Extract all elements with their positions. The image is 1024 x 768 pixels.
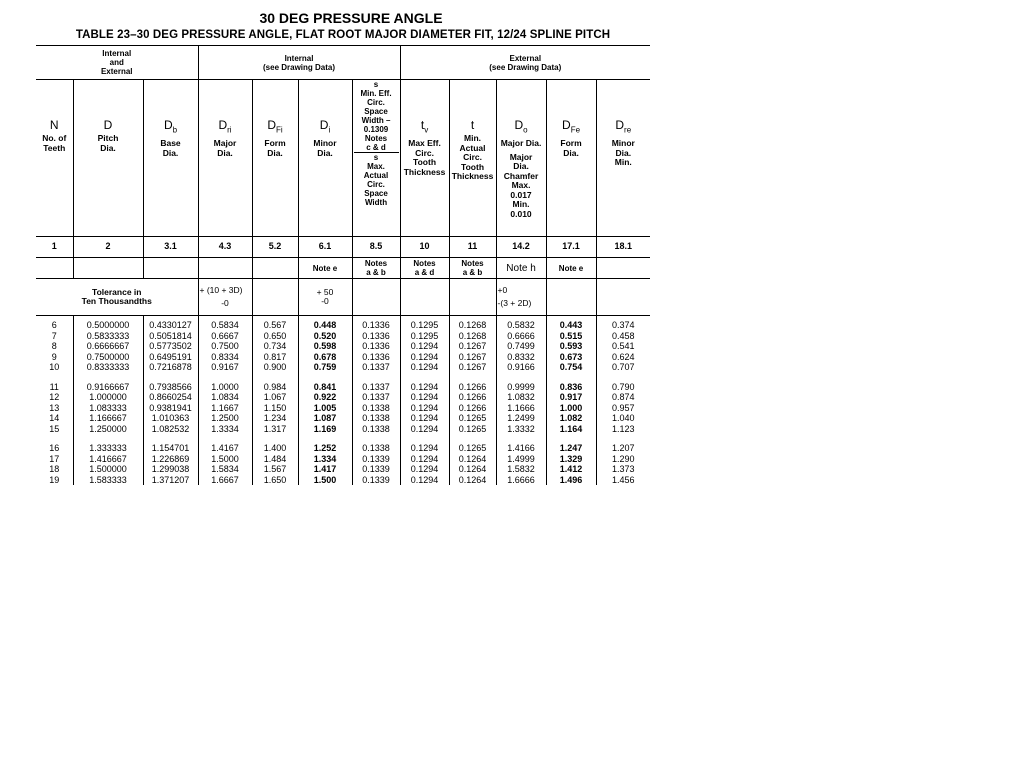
tolerance-cell	[252, 279, 298, 316]
table-cell: 6	[36, 316, 73, 331]
table-cell: 0.374	[596, 316, 650, 331]
table-cell: 0.6666667	[73, 341, 143, 352]
table-cell: 1.154701	[143, 434, 198, 454]
table-cell: 0.1339	[352, 464, 400, 475]
tolerance-cell	[596, 279, 650, 316]
table-cell: 1.234	[252, 413, 298, 424]
table-cell: 0.9381941	[143, 403, 198, 414]
table-cell: 0.650	[252, 331, 298, 342]
table-cell: 15	[49, 423, 60, 434]
table-cell: 0.1267	[449, 362, 496, 373]
table-cell: 10	[49, 362, 60, 372]
table-cell: 0.1337	[352, 362, 400, 373]
table-cell: 0.1265	[449, 413, 496, 424]
table-cell: 1.4167	[198, 434, 252, 454]
header-internal-major-dia: $D_{ri}$ Major Dia.	[198, 80, 252, 237]
table-cell: 1.005	[298, 403, 352, 414]
table-row	[36, 331, 650, 342]
table-cell: 1.500000	[73, 464, 143, 475]
header-space-width: s Min. Eff. Circ. Space Width – 0.1309 Notes c & d s Max. Actual Circ. Space Width	[352, 80, 400, 237]
spline-table	[36, 45, 650, 485]
table-cell: 0.1264	[449, 475, 496, 486]
table-row	[36, 413, 650, 424]
note-space-width: Notes a & b	[352, 258, 400, 279]
note-cell	[36, 258, 73, 279]
col-index: 6.1	[298, 237, 352, 258]
table-cell: 1.226869	[143, 454, 198, 465]
table-row	[36, 464, 650, 475]
table-cell: 0.6495191	[143, 352, 198, 363]
table-cell: 0.7499	[496, 341, 546, 352]
col-index: 3.1	[143, 237, 198, 258]
document-page	[36, 10, 650, 510]
table-cell: 0.598	[298, 341, 352, 352]
table-row	[36, 362, 650, 373]
table-cell: 1.417	[298, 464, 352, 475]
table-body	[36, 316, 650, 486]
note-min-actual-thickness: Notes a & b	[449, 258, 496, 279]
table-cell: 0.541	[596, 341, 650, 352]
table-cell: 1.416667	[73, 454, 143, 465]
header-external-major-dia: $D_o$ Major Dia. Major Dia. Chamfer Max. 0.017 Min. 0.010	[496, 80, 546, 237]
table-cell: 0.1294	[400, 403, 449, 414]
col-index: 5.2	[252, 237, 298, 258]
table-cell: 0.1265	[449, 424, 496, 435]
table-cell: 1.169	[298, 424, 352, 435]
header-external-minor-dia: $D_{re}$ Minor Dia. Min.	[596, 80, 650, 237]
table-cell: 0.678	[298, 352, 352, 363]
table-cell: 1.373	[596, 464, 650, 475]
table-cell: 0.1336	[352, 341, 400, 352]
col-index: 8.5	[352, 237, 400, 258]
table-row	[36, 403, 650, 414]
table-cell: 1.2500	[198, 413, 252, 424]
table-cell: 19	[49, 474, 60, 485]
column-header-row	[36, 80, 650, 237]
table-cell: 0.707	[596, 362, 650, 373]
table-cell: 1.0834	[198, 392, 252, 403]
table-cell: 1.334	[298, 454, 352, 465]
table-cell: 1.496	[546, 475, 596, 486]
table-cell: 0.1294	[400, 464, 449, 475]
table-cell: 1.082532	[143, 424, 198, 435]
table-cell: 0.957	[596, 403, 650, 414]
note-major-dia: Note h	[496, 258, 546, 279]
header-external-form-dia: $D_{Fe}$ Form Dia.	[546, 80, 596, 237]
table-cell: 1.6667	[198, 475, 252, 486]
note-cell	[596, 258, 650, 279]
table-cell: 1.4999	[496, 454, 546, 465]
table-cell: 11	[49, 381, 59, 392]
table-cell: 1.6666	[496, 475, 546, 486]
table-cell: 1.4166	[496, 434, 546, 454]
table-cell: 1.1666	[496, 403, 546, 414]
table-cell: 0.836	[546, 373, 596, 393]
table-cell: 0.673	[546, 352, 596, 363]
note-max-eff-thickness: Notes a & d	[400, 258, 449, 279]
table-cell: 0.1294	[400, 392, 449, 403]
table-cell: 1.5832	[496, 464, 546, 475]
table-cell: 13	[49, 402, 60, 413]
table-cell: 0.1266	[449, 403, 496, 414]
table-cell: 0.5832	[496, 316, 546, 331]
table-cell: 1.3332	[496, 424, 546, 435]
note-form-dia: Note e	[546, 258, 596, 279]
table-cell: 1.2499	[496, 413, 546, 424]
table-cell: 0.567	[252, 316, 298, 331]
table-cell: 0.1336	[352, 331, 400, 342]
table-cell: 0.7500	[198, 341, 252, 352]
table-cell: 0.1294	[400, 352, 449, 363]
table-cell: 0.1294	[400, 362, 449, 373]
table-cell: 17	[49, 453, 60, 464]
table-cell: 0.1338	[352, 403, 400, 414]
table-cell: 0.1294	[400, 341, 449, 352]
col-index: 10	[400, 237, 449, 258]
table-row	[36, 454, 650, 465]
table-row	[36, 352, 650, 363]
header-internal-minor-dia: $D_i$ Minor Dia.	[298, 80, 352, 237]
table-cell: 1.583333	[73, 475, 143, 486]
group-internal-and-external: Internal and External	[36, 46, 198, 80]
table-cell: 1.500	[298, 475, 352, 486]
table-cell: 0.9167	[198, 362, 252, 373]
group-header-row	[36, 46, 650, 80]
col-index: 14.2	[496, 237, 546, 258]
table-cell: 0.817	[252, 352, 298, 363]
table-cell: 1.412	[546, 464, 596, 475]
table-cell: 0.1266	[449, 373, 496, 393]
notes-row	[36, 258, 650, 279]
table-cell: 1.484	[252, 454, 298, 465]
note-cell	[252, 258, 298, 279]
table-cell: 1.123	[596, 424, 650, 435]
table-cell: 0.841	[298, 373, 352, 393]
table-cell: 0.5834	[198, 316, 252, 331]
col-index: 4.3	[198, 237, 252, 258]
col-index: 18.1	[596, 237, 650, 258]
table-cell: 0.8334	[198, 352, 252, 363]
table-cell: 1.250000	[73, 424, 143, 435]
table-cell: 1.000000	[73, 392, 143, 403]
table-cell: 0.5051814	[143, 331, 198, 342]
table-row	[36, 434, 650, 454]
table-cell: 1.317	[252, 424, 298, 435]
table-row	[36, 373, 650, 393]
tolerance-ext-major-dia: +0 -(3 + 2D)	[496, 279, 546, 316]
header-n: N No. of Teeth	[36, 80, 73, 237]
table-cell: 1.067	[252, 392, 298, 403]
table-cell: 0.7938566	[143, 373, 198, 393]
note-cell	[198, 258, 252, 279]
table-cell: 0.1294	[400, 413, 449, 424]
table-cell: 0.520	[298, 331, 352, 342]
table-cell: 0.1268	[449, 316, 496, 331]
table-cell: 0.5773502	[143, 341, 198, 352]
table-cell: 0.443	[546, 316, 596, 331]
table-cell: 1.650	[252, 475, 298, 486]
table-cell: 0.1267	[449, 352, 496, 363]
table-caption: TABLE 23–30 DEG PRESSURE ANGLE, FLAT ROOT MAJOR DIAMETER FIT, 12/24 SPLINE PITCH	[75, 29, 611, 41]
tolerance-label: Tolerance in Ten Thousandths	[36, 279, 198, 316]
table-cell: 0.900	[252, 362, 298, 373]
page-title: 30 DEG PRESSURE ANGLE	[259, 10, 443, 26]
table-cell: 0.754	[546, 362, 596, 373]
table-cell: 1.150	[252, 403, 298, 414]
table-cell: 0.6667	[198, 331, 252, 342]
table-cell: 8	[51, 341, 57, 351]
table-row	[36, 341, 650, 352]
table-cell: 1.207	[596, 434, 650, 454]
header-max-eff-tooth-thickness: $t_v$ Max Eff. Circ. Tooth Thickness	[400, 80, 449, 237]
table-cell: 9	[51, 351, 57, 362]
table-row	[36, 475, 650, 486]
header-internal-form-dia: $D_{Fi}$ Form Dia.	[252, 80, 298, 237]
table-cell: 0.515	[546, 331, 596, 342]
table-cell: 1.1667	[198, 403, 252, 414]
table-cell: 1.400	[252, 434, 298, 454]
table-cell: 0.1337	[352, 373, 400, 393]
table-cell: 1.0832	[496, 392, 546, 403]
table-cell: 1.371207	[143, 475, 198, 486]
tolerance-cell	[449, 279, 496, 316]
table-cell: 0.8660254	[143, 392, 198, 403]
table-cell: 1.3334	[198, 424, 252, 435]
table-cell: 1.247	[546, 434, 596, 454]
table-cell: 1.5834	[198, 464, 252, 475]
table-cell: 0.1294	[400, 475, 449, 486]
table-cell: 0.5833333	[73, 331, 143, 342]
table-cell: 18	[49, 464, 60, 474]
table-cell: 0.1294	[400, 373, 449, 393]
table-row	[36, 392, 650, 403]
table-cell: 0.1294	[400, 424, 449, 435]
table-cell: 0.1336	[352, 352, 400, 363]
table-cell: 0.1268	[449, 331, 496, 342]
table-cell: 12	[49, 392, 60, 402]
header-base-dia: $D_b$ Base Dia.	[143, 80, 198, 237]
table-cell: 0.9166	[496, 362, 546, 373]
table-cell: 0.874	[596, 392, 650, 403]
table-cell: 0.917	[546, 392, 596, 403]
table-cell: 1.000	[546, 403, 596, 414]
table-cell: 1.329	[546, 454, 596, 465]
table-cell: 1.0000	[198, 373, 252, 393]
group-internal: Internal (see Drawing Data)	[198, 46, 400, 80]
table-cell: 14	[49, 413, 60, 423]
table-cell: 0.734	[252, 341, 298, 352]
table-cell: 0.1337	[352, 392, 400, 403]
table-cell: 0.9166667	[73, 373, 143, 393]
tolerance-cell	[400, 279, 449, 316]
note-cell	[143, 258, 198, 279]
table-cell: 1.082	[546, 413, 596, 424]
table-row	[36, 316, 650, 331]
table-row	[36, 424, 650, 435]
table-cell: 1.299038	[143, 464, 198, 475]
table-cell: 1.567	[252, 464, 298, 475]
table-cell: 0.458	[596, 331, 650, 342]
tolerance-minor-dia: + 50 -0	[298, 279, 352, 316]
table-cell: 0.7500000	[73, 352, 143, 363]
table-cell: 0.448	[298, 316, 352, 331]
table-cell: 0.759	[298, 362, 352, 373]
table-cell: 0.984	[252, 373, 298, 393]
table-cell: 0.790	[596, 373, 650, 393]
table-cell: 0.624	[596, 352, 650, 363]
table-cell: 0.1295	[400, 316, 449, 331]
table-cell: 0.1338	[352, 413, 400, 424]
table-cell: 1.083333	[73, 403, 143, 414]
table-cell: 0.1265	[449, 434, 496, 454]
table-cell: 7	[51, 330, 57, 341]
tolerance-major-dia: + (10 + 3D) -0	[198, 279, 252, 316]
table-cell: 0.7216878	[143, 362, 198, 373]
table-cell: 1.456	[596, 475, 650, 486]
header-min-actual-tooth-thickness: t Min. Actual Circ. Tooth Thickness	[449, 80, 496, 237]
table-cell: 0.1264	[449, 454, 496, 465]
table-cell: 0.9999	[496, 373, 546, 393]
table-cell: 0.1338	[352, 434, 400, 454]
table-cell: 0.1266	[449, 392, 496, 403]
table-cell: 1.087	[298, 413, 352, 424]
table-cell: 1.333333	[73, 434, 143, 454]
column-index-row	[36, 237, 650, 258]
note-cell	[73, 258, 143, 279]
table-cell: 1.252	[298, 434, 352, 454]
col-index: 2	[73, 237, 143, 258]
table-cell: 0.1294	[400, 454, 449, 465]
tolerance-cell	[546, 279, 596, 316]
table-cell: 0.1339	[352, 475, 400, 486]
table-cell: 1.040	[596, 413, 650, 424]
header-pitch-dia: D Pitch Dia.	[73, 80, 143, 237]
table-cell: 0.8332	[496, 352, 546, 363]
table-cell: 16	[49, 443, 60, 453]
table-cell: 0.6666	[496, 331, 546, 342]
table-cell: 0.1264	[449, 464, 496, 475]
table-cell: 1.290	[596, 454, 650, 465]
table-cell: 1.166667	[73, 413, 143, 424]
table-cell: 0.8333333	[73, 362, 143, 373]
group-external: External (see Drawing Data)	[400, 46, 650, 80]
col-index: 17.1	[546, 237, 596, 258]
table-cell: 1.164	[546, 424, 596, 435]
table-cell: 1.5000	[198, 454, 252, 465]
tolerance-cell	[352, 279, 400, 316]
col-index: 1	[36, 237, 73, 258]
table-cell: 0.593	[546, 341, 596, 352]
table-cell: 0.4330127	[143, 316, 198, 331]
note-minor-dia: Note e	[298, 258, 352, 279]
table-cell: 0.1267	[449, 341, 496, 352]
table-cell: 0.1336	[352, 316, 400, 331]
table-cell: 0.922	[298, 392, 352, 403]
table-cell: 0.5000000	[73, 316, 143, 331]
table-cell: 0.1294	[400, 434, 449, 454]
tolerance-row	[36, 279, 650, 316]
table-cell: 0.1338	[352, 424, 400, 435]
table-cell: 0.1295	[400, 331, 449, 342]
table-cell: 1.010363	[143, 413, 198, 424]
table-cell: 0.1339	[352, 454, 400, 465]
col-index: 11	[449, 237, 496, 258]
